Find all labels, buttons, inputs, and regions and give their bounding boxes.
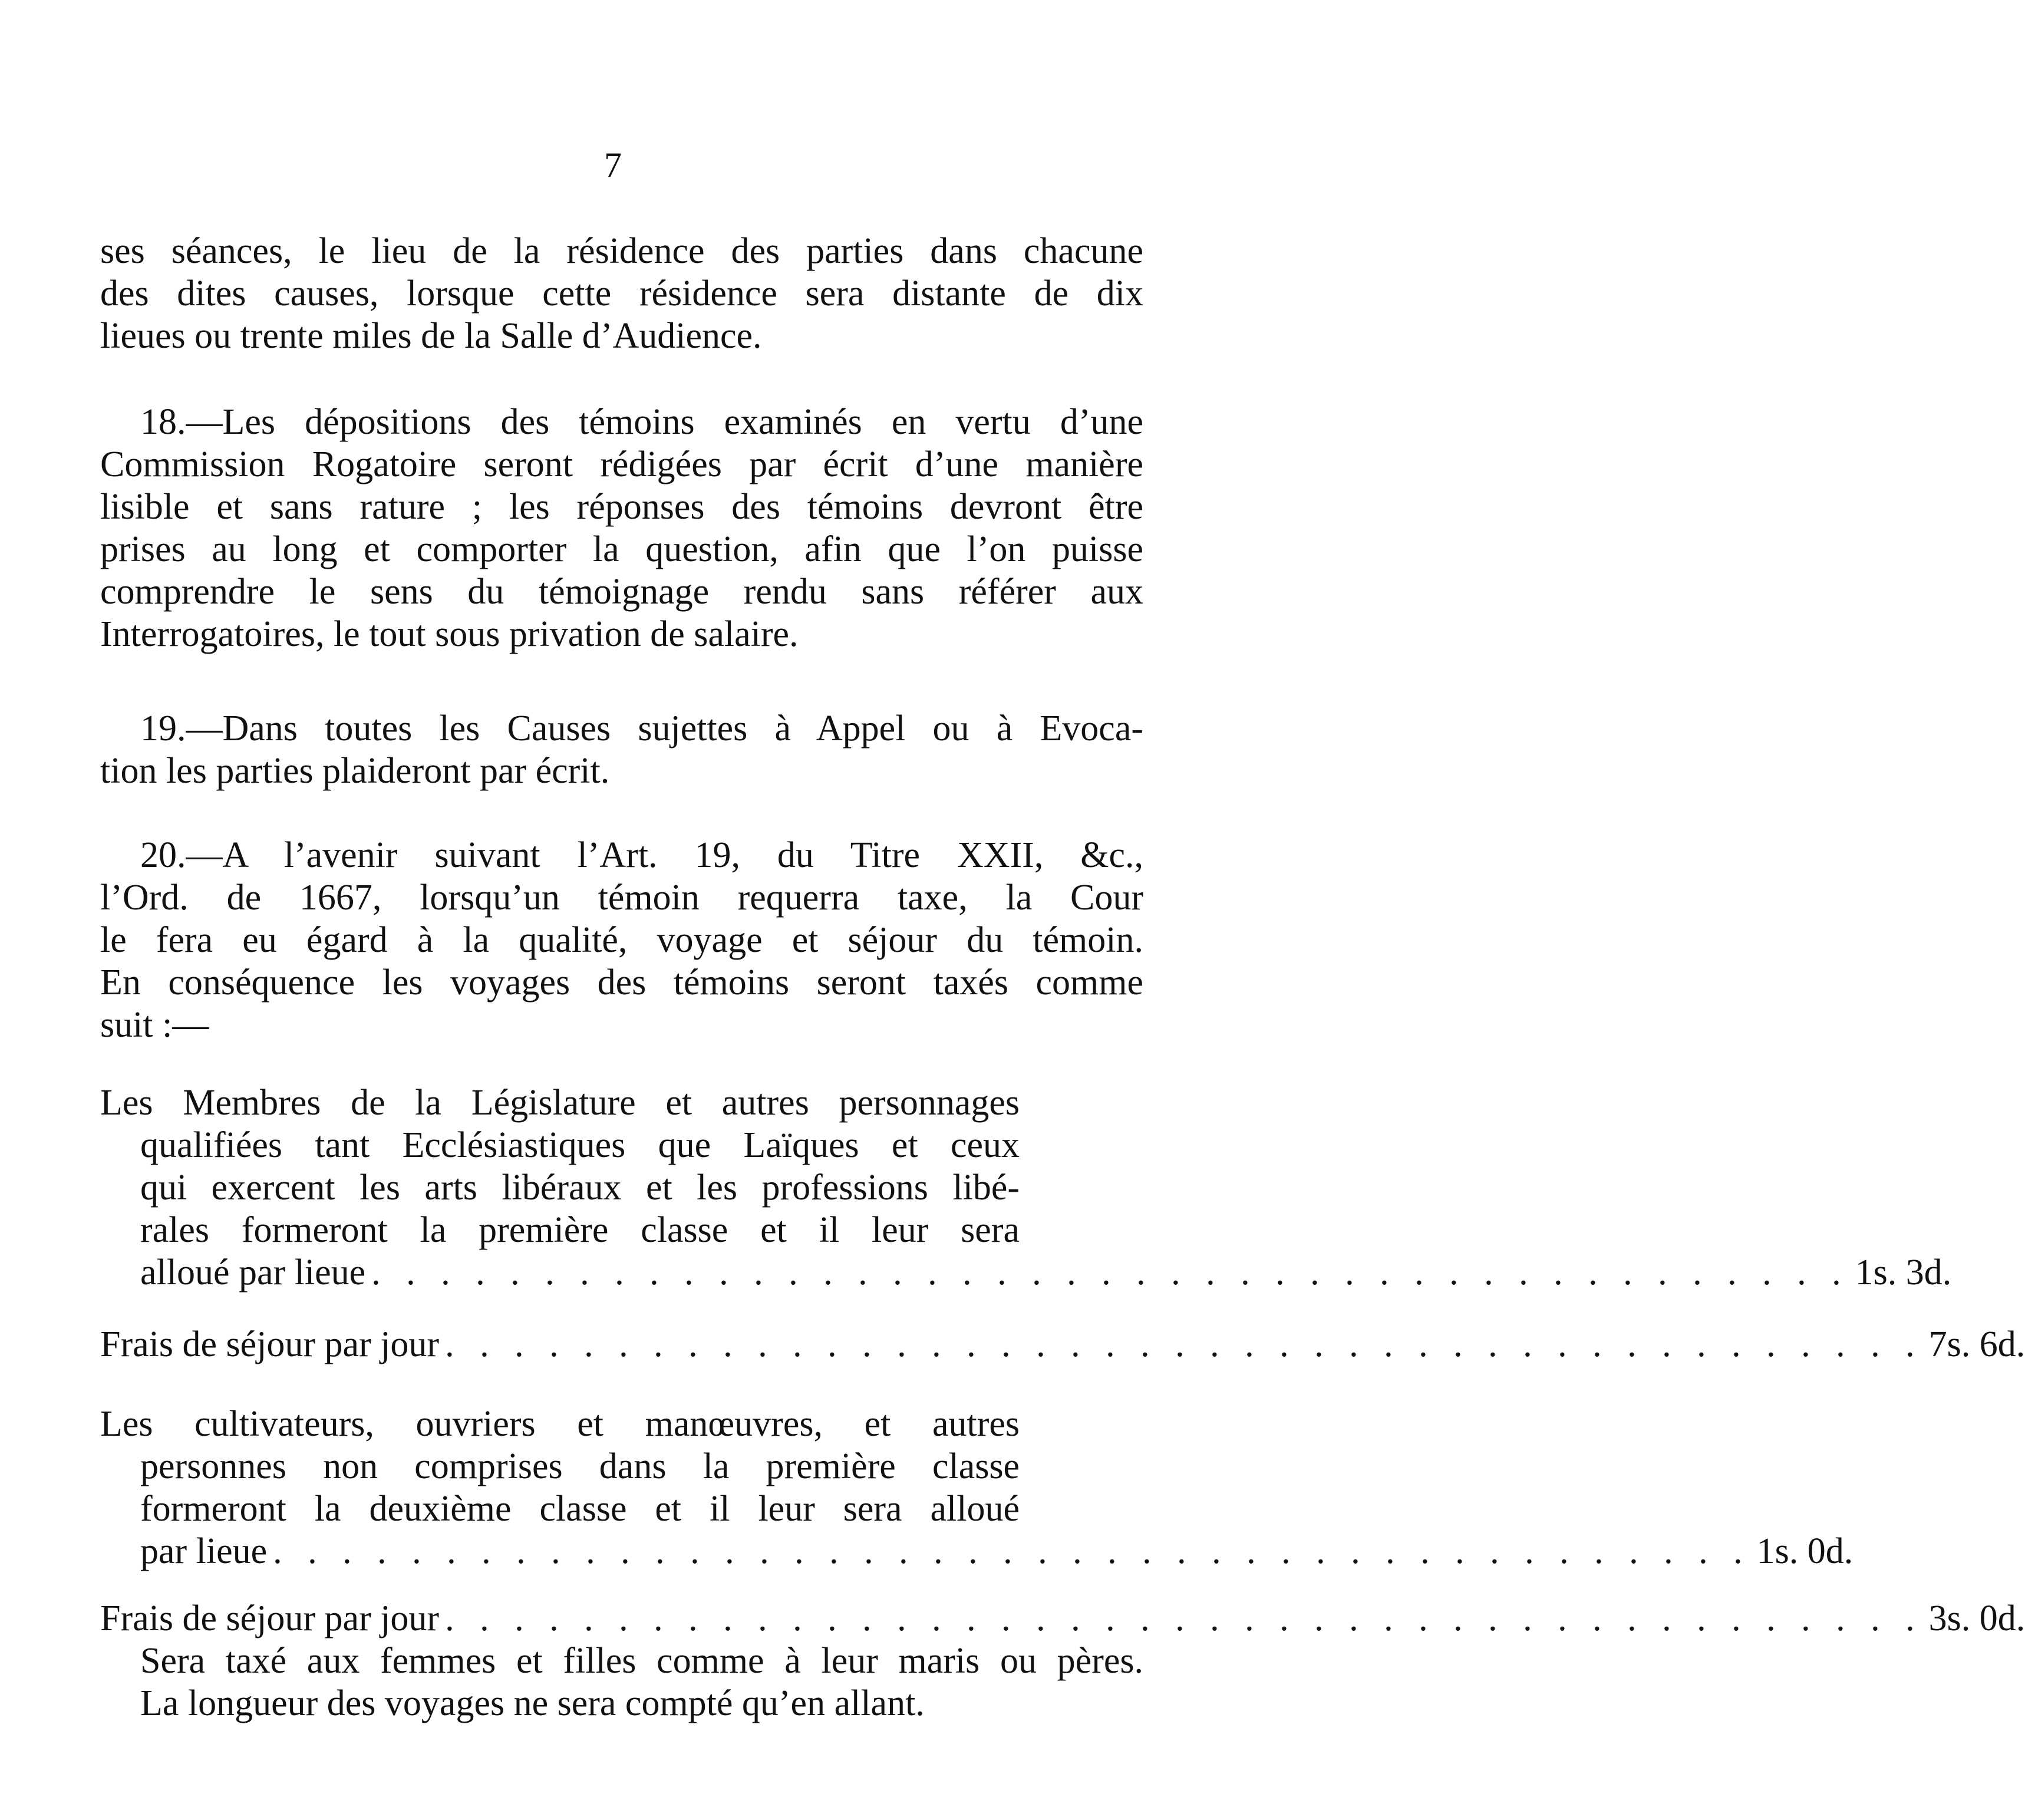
tariff-first-class	[100, 1082, 1952, 1294]
rate-label: alloué par lieue	[140, 1252, 366, 1293]
text-line: suit :—	[100, 1005, 209, 1045]
text-line: le fera eu égard à la qualité, voyage et séjour du témoin.	[100, 920, 1143, 960]
text-line: Les Membres de la Législature et autres personnages	[100, 1083, 1020, 1123]
rate-amount: 1s. 3d.	[1855, 1252, 1952, 1293]
text-line: formeront la deuxième classe et il leur sera alloué	[140, 1489, 1020, 1529]
stay-label: Frais de séjour par jour	[100, 1598, 440, 1638]
page-number: 7	[604, 146, 622, 184]
rate-label: par lieue	[140, 1531, 268, 1571]
text-line: qualifiées tant Ecclésiastiques que Laïques et ceux	[140, 1125, 1020, 1165]
text-line: comprendre le sens du témoignage rendu sans référer aux	[100, 572, 1143, 612]
text-line: prises au long et comporter la question, afin que l’on puisse	[100, 529, 1143, 569]
rate-amount: 1s. 0d.	[1756, 1531, 1853, 1571]
text-line: lisible et sans rature ; les réponses des témoins devront être	[100, 487, 1143, 527]
article-19	[100, 707, 1143, 792]
leader-dots: . . . . . . . . . . . . . . . . . . . . . . . . . . . . . . . . . . . . . . . . . . .	[371, 1252, 1849, 1293]
text-line: rales formeront la première classe et il leur sera	[140, 1210, 1020, 1250]
text-line: En conséquence les voyages des témoins seront taxés comme	[100, 962, 1143, 1003]
text-line: ses séances, le lieu de la résidence des parties dans chacune	[100, 231, 1143, 271]
tariff-first-class-stay	[100, 1323, 2025, 1366]
tariff-rate-row	[100, 1251, 1952, 1294]
text-line: Interrogatoires, le tout sous privation de salaire.	[100, 614, 799, 654]
note-line: Sera taxé aux femmes et filles comme à leur maris ou pères.	[140, 1641, 1143, 1681]
tariff-stay-row	[100, 1323, 2025, 1366]
tariff-stay-row	[100, 1597, 2025, 1640]
tariff-second-class	[100, 1403, 1853, 1572]
text-line: tion les parties plaideront par écrit.	[100, 751, 610, 791]
leader-dots: . . . . . . . . . . . . . . . . . . . . . . . . . . . . . . . . . . . . . . . . . . .	[445, 1324, 1923, 1364]
text-line: des dites causes, lorsque cette résidence sera distante de dix	[100, 273, 1143, 314]
text-line: personnes non comprises dans la première classe	[140, 1446, 1020, 1486]
stay-amount: 3s. 0d.	[1928, 1598, 2025, 1638]
tariff-rate-row	[100, 1530, 1853, 1572]
text-line: l’Ord. de 1667, lorsqu’un témoin requerra taxe, la Cour	[100, 878, 1143, 918]
tariff-second-class-stay	[100, 1597, 2025, 1725]
stay-label: Frais de séjour par jour	[100, 1324, 440, 1364]
article-18	[100, 401, 1143, 655]
text-line: Les cultivateurs, ouvriers et manœuvres, et autres	[100, 1404, 1020, 1444]
paragraph-continuation	[100, 230, 1143, 357]
stay-amount: 7s. 6d.	[1928, 1324, 2025, 1364]
leader-dots: . . . . . . . . . . . . . . . . . . . . . . . . . . . . . . . . . . . . . . . . . . .	[445, 1598, 1923, 1638]
text-line: qui exercent les arts libéraux et les professions libé-	[140, 1168, 1020, 1208]
note-line: La longueur des voyages ne sera compté qu’en allant.	[140, 1683, 925, 1723]
leader-dots: . . . . . . . . . . . . . . . . . . . . . . . . . . . . . . . . . . . . . . . . . . .	[273, 1531, 1751, 1571]
text-line: 19.—Dans toutes les Causes sujettes à Appel ou à Evoca-	[140, 708, 1143, 749]
text-line: Commission Rogatoire seront rédigées par écrit d’une manière	[100, 444, 1143, 484]
article-20	[100, 834, 1143, 1046]
text-line: 20.—A l’avenir suivant l’Art. 19, du Titre XXII, &c.,	[140, 835, 1143, 875]
text-line: 18.—Les dépositions des témoins examinés en vertu d’une	[140, 402, 1143, 442]
text-line: lieues ou trente miles de la Salle d’Audience.	[100, 316, 762, 356]
